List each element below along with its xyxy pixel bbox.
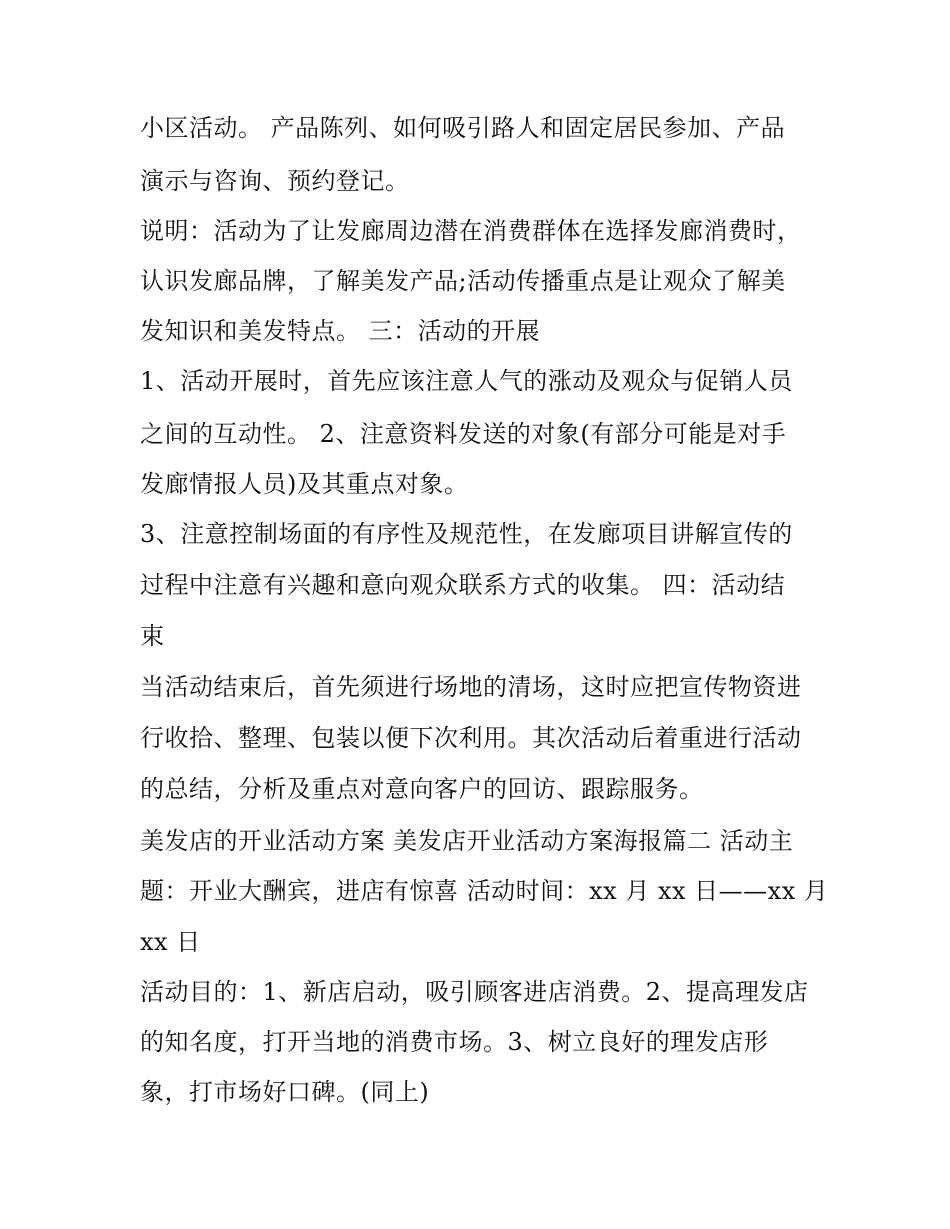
text-line: 小区活动。 产品陈列、如何吸引路人和固定居民参加、产品 [140, 114, 786, 142]
text-line: 美发店的开业活动方案 美发店开业活动方案海报篇二 活动主 [140, 827, 794, 855]
text-line: 束 [140, 622, 165, 650]
text-line: 当活动结束后，首先须进行场地的清场，这时应把宣传物资进 [140, 673, 802, 701]
text-line: 说明：活动为了让发廊周边潜在消费群体在选择发廊消费时， [140, 217, 802, 245]
text-line: 题：开业大酬宾，进店有惊喜 活动时间：xx 月 xx 日——xx 月 [140, 877, 829, 905]
text-line: 行收拾、整理、包装以便下次利用。其次活动后着重进行活动 [140, 724, 802, 752]
text-line: 过程中注意有兴趣和意向观众联系方式的收集。 四：活动结 [140, 571, 786, 599]
text-line: 发廊情报人员)及其重点对象。 [140, 470, 469, 498]
text-line: 象，打市场好口碑。(同上) [140, 1078, 430, 1106]
text-line: xx 日 [140, 928, 201, 956]
text-line: 的总结，分析及重点对意向客户的回访、跟踪服务。 [140, 775, 704, 803]
text-line: 之间的互动性。 2、注意资料发送的对象(有部分可能是对手 [140, 420, 787, 448]
text-line: 3、注意控制场面的有序性及规范性，在发廊项目讲解宣传的 [140, 520, 793, 548]
text-line: 1、活动开展时，首先应该注意人气的涨动及观众与促销人员 [140, 367, 793, 395]
text-line: 演示与咨询、预约登记。 [140, 167, 410, 195]
text-line: 发知识和美发特点。 三：活动的开展 [140, 317, 541, 345]
text-line: 的知名度，打开当地的消费市场。3、树立良好的理发店形 [140, 1028, 769, 1056]
text-line: 认识发廊品牌，了解美发产品;活动传播重点是让观众了解美 [140, 267, 786, 295]
text-line: 活动目的：1、新店启动，吸引顾客进店消费。2、提高理发店 [140, 978, 809, 1006]
